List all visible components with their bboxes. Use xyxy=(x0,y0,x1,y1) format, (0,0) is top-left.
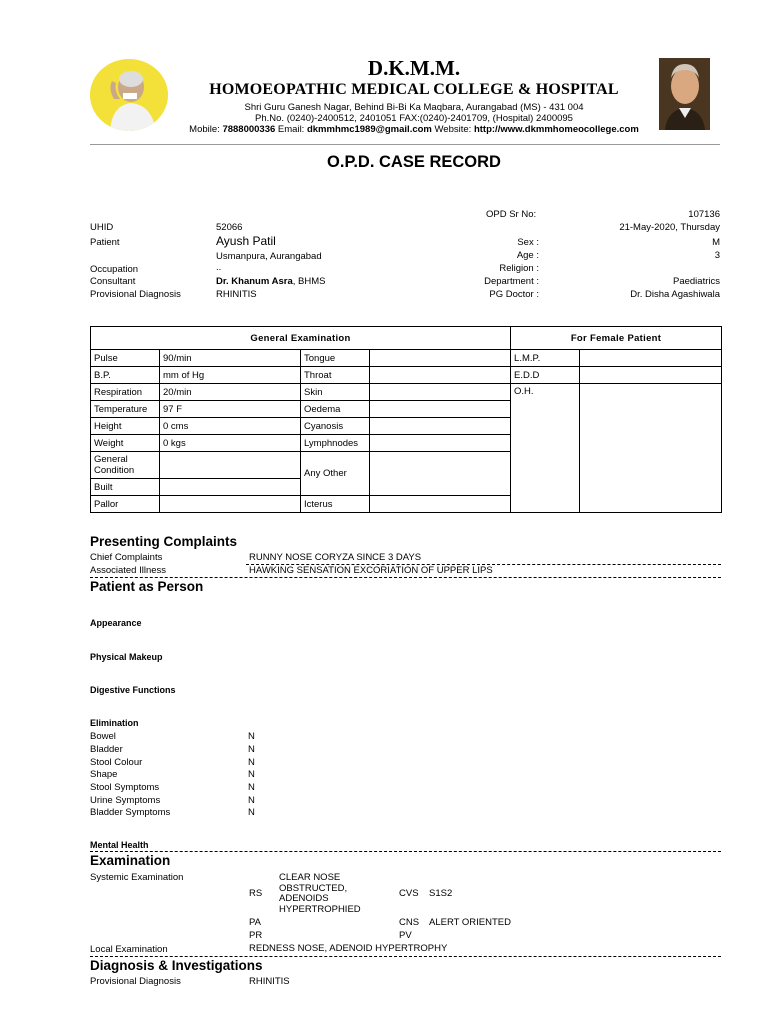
exam-value xyxy=(370,401,511,418)
rs-value: CLEAR NOSE OBSTRUCTED, ADENOIDS HYPERTROPHIED xyxy=(279,872,361,915)
exam-label: Respiration xyxy=(91,384,160,401)
patient-address: Usmanpura, Aurangabad xyxy=(216,251,322,262)
chief-complaints-label: Chief Complaints xyxy=(90,552,163,563)
female-label: E.D.D xyxy=(511,367,580,384)
header-divider xyxy=(90,144,720,145)
final-provisional-diagnosis-value: RHINITIS xyxy=(249,976,290,987)
exam-value xyxy=(160,496,301,513)
exam-value xyxy=(370,435,511,452)
age-label: Age : xyxy=(516,250,539,261)
exam-label: Tongue xyxy=(301,350,370,367)
elimination-item-label: Stool Symptoms xyxy=(90,782,160,793)
religion-label: Religion : xyxy=(499,263,539,274)
cns-value: ALERT ORIENTED xyxy=(429,917,512,928)
exam-label: Icterus xyxy=(301,496,370,513)
exam-value: 0 cms xyxy=(160,418,301,435)
exam-label: B.P. xyxy=(91,367,160,384)
exam-value: 20/min xyxy=(160,384,301,401)
mental-health-dotted-line xyxy=(90,851,721,852)
exam-value: 0 kgs xyxy=(160,435,301,452)
female-patient-heading: For Female Patient xyxy=(511,327,722,350)
associated-illness-label: Associated Illness xyxy=(90,565,167,576)
uhid-label: UHID xyxy=(90,222,114,233)
age-value: 3 xyxy=(714,250,720,261)
opd-sr-label: OPD Sr No: xyxy=(486,209,537,220)
patient-label: Patient xyxy=(90,237,120,248)
pg-doctor-value: Dr. Disha Agashiwala xyxy=(630,289,720,300)
mental-health-label: Mental Health xyxy=(90,840,149,850)
college-abbreviation: D.K.M.M. xyxy=(367,56,461,80)
website-label: Website: xyxy=(434,124,472,135)
college-contact-line xyxy=(0,124,768,135)
elimination-item-value: N xyxy=(248,731,255,742)
systemic-examination-label: Systemic Examination xyxy=(90,872,184,883)
exam-label: Pulse xyxy=(91,350,160,367)
female-label: O.H. xyxy=(511,384,580,513)
elimination-item-label: Bladder Symptoms xyxy=(90,807,171,818)
final-provisional-diagnosis-label: Provisional Diagnosis xyxy=(90,976,181,987)
exam-value xyxy=(370,350,511,367)
exam-label: Built xyxy=(91,479,160,496)
exam-value: 97 F xyxy=(160,401,301,418)
cns-label: CNS xyxy=(399,917,420,928)
female-value xyxy=(580,384,722,513)
exam-label: Temperature xyxy=(91,401,160,418)
elimination-item-value: N xyxy=(248,744,255,755)
sex-label: Sex : xyxy=(517,237,539,248)
exam-value xyxy=(370,452,511,496)
physical-makeup-label: Physical Makeup xyxy=(90,652,163,662)
college-phones: Ph.No. (0240)-2400512, 2401051 FAX:(0240)-2401709, (Hospital) 2400095 xyxy=(255,113,573,124)
elimination-label: Elimination xyxy=(90,718,139,728)
occupation-label: Occupation xyxy=(90,264,139,275)
diagnosis-investigations-heading: Diagnosis & Investigations xyxy=(90,958,263,973)
chief-complaints-value: RUNNY NOSE CORYZA SINCE 3 DAYS xyxy=(249,552,422,563)
patient-name: Ayush Patil xyxy=(216,234,276,248)
mobile-label: Mobile: xyxy=(189,124,220,135)
exam-label: Throat xyxy=(301,367,370,384)
general-examination-heading: General Examination xyxy=(91,327,511,350)
elimination-item-value: N xyxy=(248,757,255,768)
elimination-item-label: Shape xyxy=(90,769,118,780)
mobile-number: 7888000336 xyxy=(222,124,276,135)
exam-label: Height xyxy=(91,418,160,435)
occupation-value: .. xyxy=(216,262,222,273)
female-value xyxy=(580,367,722,384)
elimination-item-value: N xyxy=(248,769,255,780)
sex-value: M xyxy=(712,237,720,248)
email-label: Email: xyxy=(277,124,305,135)
exam-label: Cyanosis xyxy=(301,418,370,435)
elimination-item-label: Stool Colour xyxy=(90,757,143,768)
exam-value: mm of Hg xyxy=(160,367,301,384)
pv-label: PV xyxy=(399,930,412,941)
exam-value xyxy=(160,479,301,496)
department-label: Department : xyxy=(484,276,539,287)
exam-label: Pallor xyxy=(91,496,160,513)
rs-label: RS xyxy=(249,888,263,899)
consultant-degree: , BHMS xyxy=(292,276,326,287)
exam-value xyxy=(370,367,511,384)
opd-sr-value: 107136 xyxy=(688,209,720,220)
exam-label: General Condition xyxy=(91,452,160,479)
local-examination-dotted-line xyxy=(90,956,721,957)
pa-label: PA xyxy=(249,917,261,928)
website-link[interactable]: http://www.dkmmhomeocollege.com xyxy=(473,124,639,135)
elimination-item-value: N xyxy=(248,795,255,806)
local-examination-value: REDNESS NOSE, ADENOID HYPERTROPHY xyxy=(249,943,448,954)
consultant-label: Consultant xyxy=(90,276,136,287)
pg-doctor-label: PG Doctor : xyxy=(489,289,539,300)
exam-label: Any Other xyxy=(301,452,370,496)
exam-label: Skin xyxy=(301,384,370,401)
pr-label: PR xyxy=(249,930,263,941)
exam-label: Oedema xyxy=(301,401,370,418)
elimination-item-value: N xyxy=(248,807,255,818)
digestive-functions-label: Digestive Functions xyxy=(90,685,176,695)
uhid-value: 52066 xyxy=(216,222,243,233)
college-name: HOMOEOPATHIC MEDICAL COLLEGE & HOSPITAL xyxy=(209,81,619,98)
cvs-value: S1S2 xyxy=(429,888,453,899)
provisional-diagnosis-label: Provisional Diagnosis xyxy=(90,289,181,300)
exam-label: Weight xyxy=(91,435,160,452)
visit-date: 21-May-2020, Thursday xyxy=(619,222,720,233)
consultant-value xyxy=(216,276,325,287)
exam-value xyxy=(160,452,301,479)
email-link[interactable]: dkmmhmc1989@gmail.com xyxy=(306,124,432,135)
exam-value: 90/min xyxy=(160,350,301,367)
exam-label: Lymphnodes xyxy=(301,435,370,452)
college-address: Shri Guru Ganesh Nagar, Behind Bi-Bi Ka Maqbara, Aurangabad (MS) - 431 004 xyxy=(244,102,584,113)
exam-value xyxy=(370,496,511,513)
female-label: L.M.P. xyxy=(511,350,580,367)
examination-heading: Examination xyxy=(90,853,171,868)
local-examination-label: Local Examination xyxy=(90,944,168,955)
elimination-item-label: Urine Symptoms xyxy=(90,795,161,806)
appearance-label: Appearance xyxy=(90,618,142,628)
consultant-name: Dr. Khanum Asra xyxy=(216,276,293,287)
provisional-diagnosis-value: RHINITIS xyxy=(216,289,257,300)
female-value xyxy=(580,350,722,367)
patient-as-person-heading: Patient as Person xyxy=(90,579,204,594)
associated-illness-value: HAWKING SENSATION EXCORIATION OF UPPER LIPS xyxy=(249,565,493,576)
presenting-complaints-heading: Presenting Complaints xyxy=(90,534,238,549)
exam-value xyxy=(370,418,511,435)
exam-value xyxy=(370,384,511,401)
general-examination-table xyxy=(90,326,722,513)
document-title: O.P.D. CASE RECORD xyxy=(327,153,501,171)
associated-illness-dotted-line xyxy=(90,577,721,578)
elimination-item-label: Bladder xyxy=(90,744,123,755)
elimination-item-label: Bowel xyxy=(90,731,116,742)
elimination-item-value: N xyxy=(248,782,255,793)
department-value: Paediatrics xyxy=(673,276,720,287)
cvs-label: CVS xyxy=(399,888,419,899)
